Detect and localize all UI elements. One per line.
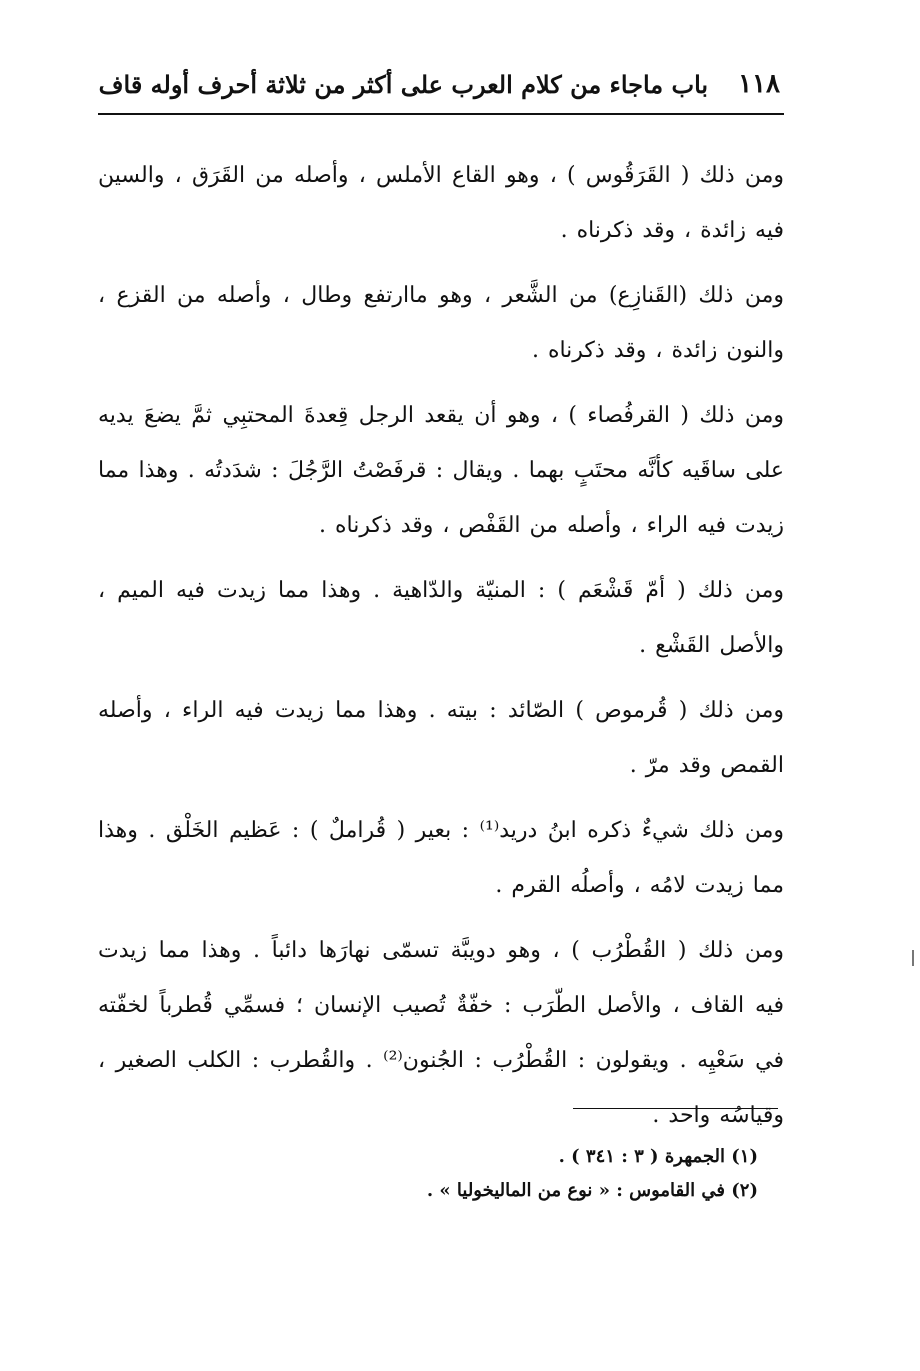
page-header bbox=[100, 64, 780, 104]
footnote-rule bbox=[573, 1108, 778, 1109]
running-title: باب ماجاء من كلام العرب على أكثر من ثلاثة أحرف أوله قاف bbox=[98, 69, 709, 99]
paragraph: ومن ذلك ( قُرموص ) الصّائد : بيته . وهذا مما زيدت فيه الراء ، وأصله القمص وقد مرّ . bbox=[98, 698, 784, 778]
paragraph: ومن ذلك ( القَرَقُوس ) ، وهو القاع الأملس ، وأصله من القَرَق ، والسين فيه زائدة ، وقد ذكرناه . bbox=[98, 163, 784, 243]
footnotes bbox=[98, 1140, 758, 1208]
paragraph: ومن ذلك ( القُطْرُب ) ، وهو دويبَّة تسمّى نهارَها دائباً . وهذا مما زيدت فيه القاف ، والأصل الطّرَب : خفّةٌ تُصيب الإنسان ؛ فسمِّي قُطرباً لخفّته في سَعْيِه . ويقولون : القُطْرُب : الجُنون⁽²⁾ . والقُطرب : الكلب الصغير ، وقياسُه واحد . bbox=[98, 938, 784, 1128]
paragraph: ومن ذلك ( القرفُصاء ) ، وهو أن يقعد الرجل قِعدةَ المحتبِي ثمَّ يضعَ يديه على ساقَيه كأنَّه محتَبٍ بهما . ويقال : قرفَصْتُ الرَّجُلَ : شدَدتُه . وهذا مما زيدت فيه الراء ، وأصله من القَفْص ، وقد ذكرناه . bbox=[98, 403, 784, 538]
scan-edge-mark bbox=[912, 950, 914, 966]
footnote-1: (١) الجمهرة ( ٣ : ٣٤١ ) . bbox=[558, 1146, 758, 1167]
body-text bbox=[98, 148, 784, 1153]
header-rule bbox=[98, 113, 784, 115]
paragraph: ومن ذلك (القَنازِع) من الشَّعر ، وهو ماارتفع وطال ، وأصله من القزع ، والنون زائدة ، وقد ذكرناه . bbox=[98, 283, 784, 363]
page-number: ١١٨ bbox=[738, 69, 780, 99]
paragraph: ومن ذلك ( أمّ قَشْعَم ) : المنيّة والدّاهية . وهذا مما زيدت فيه الميم ، والأصل القَشْع . bbox=[98, 578, 784, 658]
footnote-2: (٢) في القاموس : « نوع من الماليخوليا » . bbox=[426, 1180, 758, 1201]
paragraph: ومن ذلك شيءٌ ذكره ابنُ دريد⁽¹⁾ : بعير ( قُراملٌ ) : عَظيم الخَلْق . وهذا مما زيدت لامُه ، وأصلُه القرم . bbox=[98, 818, 784, 898]
